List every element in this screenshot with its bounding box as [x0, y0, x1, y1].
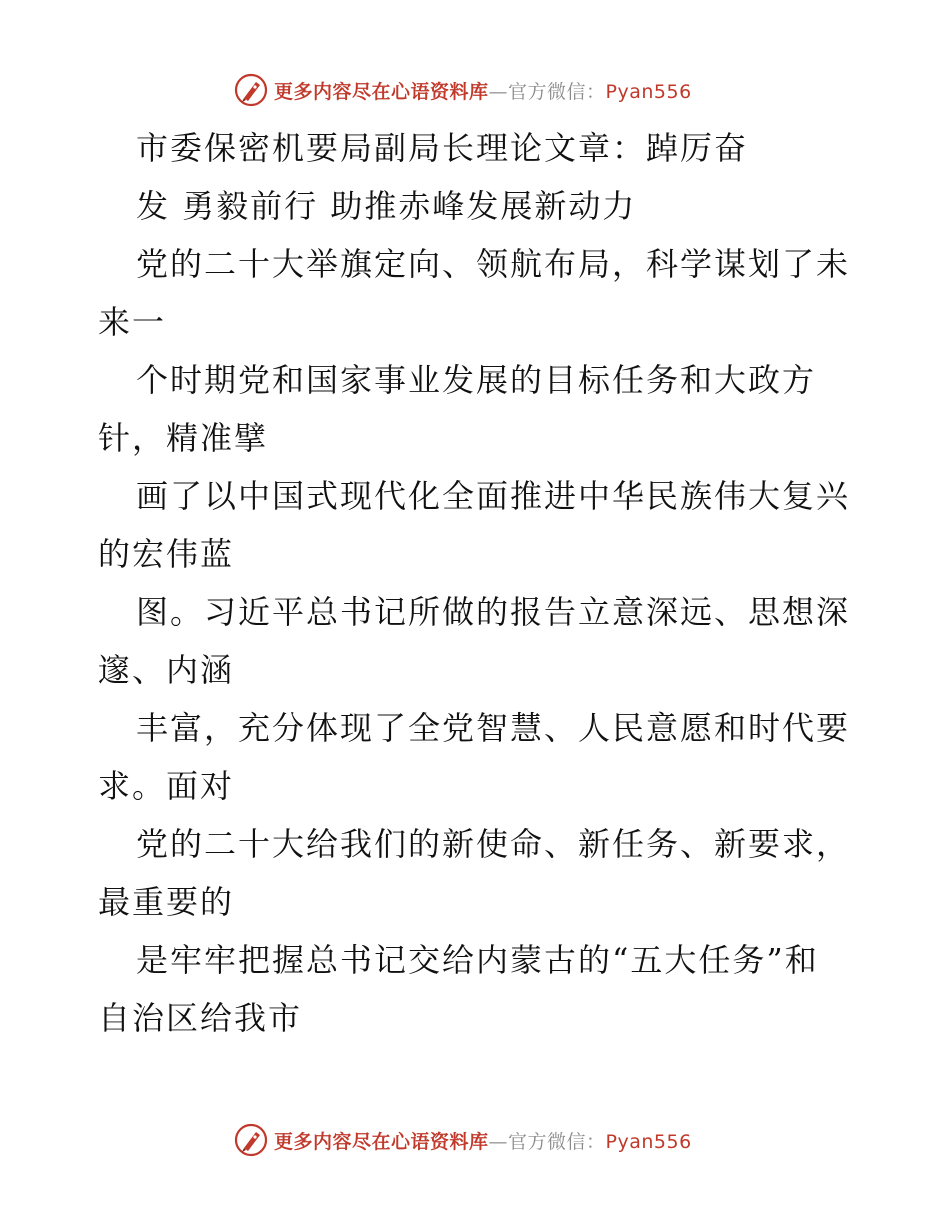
paragraph-line: 邃、内涵	[98, 651, 235, 689]
watermark-wechat-id: Pyan556	[605, 1130, 692, 1153]
watermark-wechat-id: Pyan556	[605, 80, 692, 103]
header-watermark	[234, 72, 692, 108]
paragraph-line: 来一	[98, 303, 167, 341]
watermark-brand: 更多内容尽在心语资料库	[274, 80, 489, 103]
paragraph-line: 最重要的	[98, 883, 235, 921]
pen-nib-logo-icon	[234, 73, 268, 107]
paragraph-line: 自治区给我市	[98, 999, 303, 1037]
paragraph-line: 丰富，充分体现了全党智慧、人民意愿和时代要	[136, 709, 851, 747]
watermark-wechat-label: 官方微信：	[508, 80, 606, 103]
title-line: 发 勇毅前行 助推赤峰发展新动力	[136, 187, 637, 225]
watermark-separator: —	[488, 1130, 509, 1153]
paragraph-line: 求。面对	[98, 767, 235, 805]
watermark-brand: 更多内容尽在心语资料库	[274, 1130, 489, 1153]
watermark-text	[274, 77, 692, 104]
title-line: 市委保密机要局副局长理论文章：踔厉奋	[136, 129, 749, 167]
watermark-text	[274, 1127, 692, 1154]
pen-nib-logo-icon	[234, 1123, 268, 1157]
paragraph-line: 的宏伟蓝	[98, 535, 235, 573]
paragraph-line: 针，精准擘	[98, 419, 269, 457]
paragraph-line: 个时期党和国家事业发展的目标任务和大政方	[136, 361, 817, 399]
paragraph-line: 党的二十大给我们的新使命、新任务、新要求，	[136, 825, 851, 863]
footer-watermark	[234, 1122, 692, 1158]
paragraph-line: 图。习近平总书记所做的报告立意深远、思想深	[136, 593, 851, 631]
watermark-separator: —	[488, 80, 509, 103]
paragraph-line: 是牢牢把握总书记交给内蒙古的“五大任务”和	[136, 941, 819, 979]
paragraph-line: 画了以中国式现代化全面推进中华民族伟大复兴	[136, 477, 851, 515]
watermark-wechat-label: 官方微信：	[508, 1130, 606, 1153]
paragraph-line: 党的二十大举旗定向、领航布局，科学谋划了未	[136, 245, 851, 283]
